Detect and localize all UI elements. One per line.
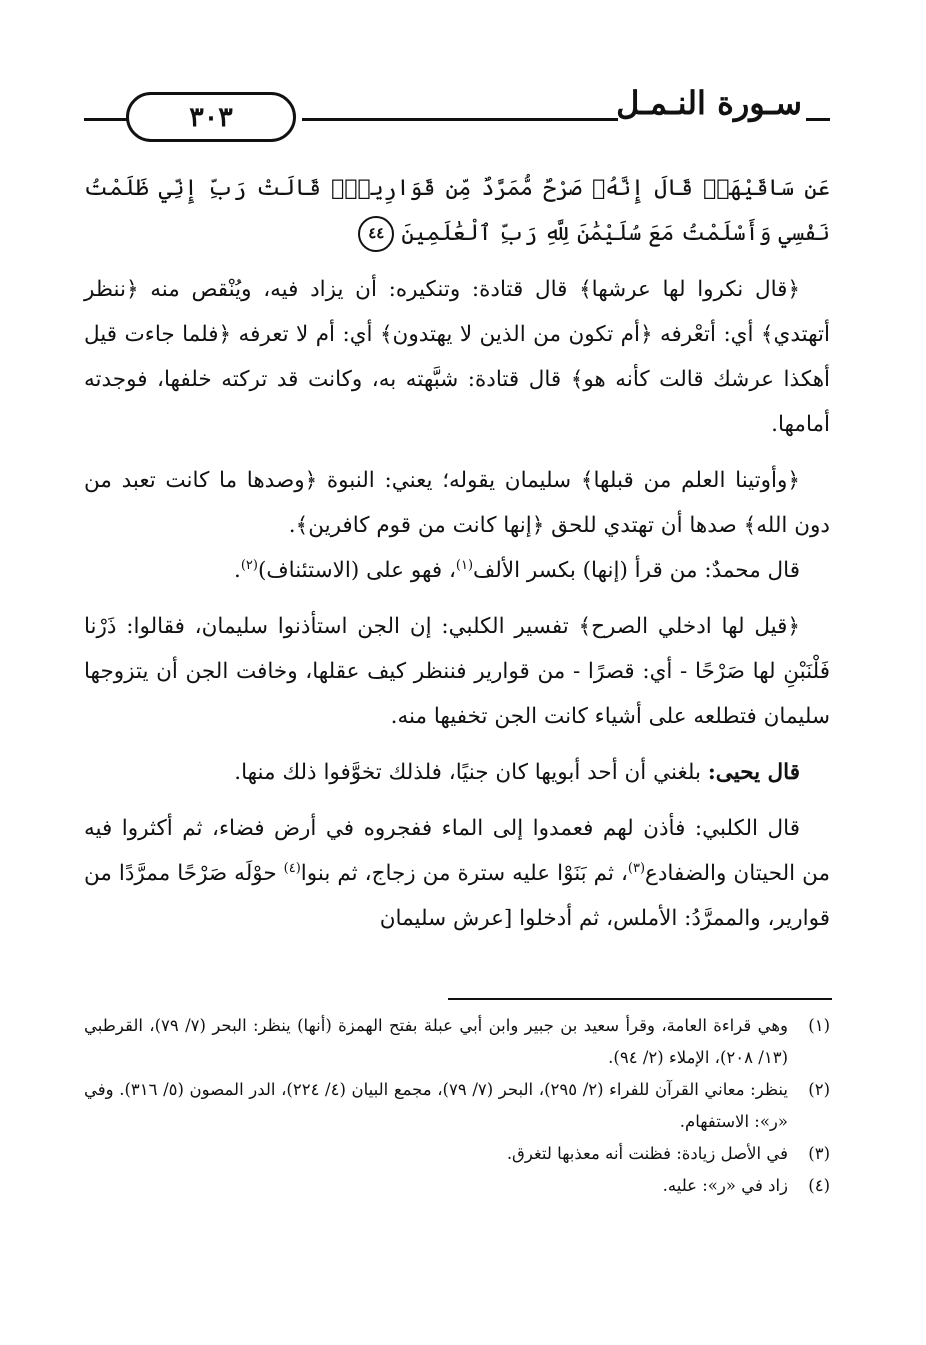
page-header xyxy=(84,80,830,140)
paragraph-3-text-b: ، فهو على (الاستئناف) xyxy=(257,558,456,583)
paragraph-3-text-c: . xyxy=(233,558,241,583)
paragraph-6-text-c: حوْلَه صَرْحًا ممرَّدًا من قوارير، والممرَّدُ: الأملس، ثم أدخلوا [عرش سليمان xyxy=(84,861,830,931)
header-rule-left xyxy=(84,118,128,121)
footnote-4 xyxy=(84,1170,830,1202)
footnote-1 xyxy=(84,1010,830,1074)
footnote-text: في الأصل زيادة: فظنت أنه معذبها لتغرق. xyxy=(506,1144,788,1163)
paragraph-6 xyxy=(84,806,830,941)
footnotes xyxy=(84,1010,830,1202)
footnote-3 xyxy=(84,1138,830,1170)
footnote-2 xyxy=(84,1074,830,1138)
verse-text: عَن سَاقَيْهَاۚ قَالَ إِنَّهُۥ صَرْحٌ مُّمَرَّدٌ مِّن قَوَارِيرَۗ قَالَتْ رَبِّ إِنِّي ظَلَمْتُ نَفْسِي وَأَسْلَمْتُ مَعَ سُلَيْمَٰنَ لِلَّهِ رَبِّ ٱلْعَٰلَمِينَ xyxy=(84,176,830,246)
paragraph-6-text-b: ، ثم بَنَوْا عليه سترة من زجاج، ثم بنوا xyxy=(300,861,628,886)
footnote-text: زاد في «ر»: عليه. xyxy=(662,1176,788,1195)
page-number: ٣٠٣ xyxy=(126,92,296,142)
footnote-marker: (٤) xyxy=(808,1176,830,1195)
main-text xyxy=(84,166,830,941)
footnote-ref-3: (٣) xyxy=(627,860,646,876)
quran-verse xyxy=(84,166,830,256)
header-rule-middle xyxy=(302,118,618,121)
footnote-ref-2: (٢) xyxy=(240,557,258,573)
footnote-ref-1: (١) xyxy=(455,557,474,573)
paragraph-5 xyxy=(84,750,830,795)
footnote-text: وهي قراءة العامة، وقرأ سعيد بن جبير وابن أبي عبلة بفتح الهمزة (أنها) ينظر: البحر (٧/ ٧٩)، القرطبي (١٣/ ٢٠٨)، الإملاء (٢/ ٩٤). xyxy=(84,1016,788,1067)
surah-title: سـورة النـمـل xyxy=(616,84,802,122)
paragraph-2: ﴿وأوتينا العلم من قبلها﴾ سليمان يقوله؛ يعني: النبوة ﴿وصدها ما كانت تعبد من دون الله﴾ صدها أن تهتدي للحق ﴿إنها كانت من قوم كافرين﴾. xyxy=(84,468,830,538)
paragraph-1: ﴿قال نكروا لها عرشها﴾ قال قتادة: وتنكيره: أن يزاد فيه، ويُنْقص منه ﴿ننظر أتهتدي﴾ أي: أتعْرفه ﴿أم تكون من الذين لا يهتدون﴾ أي: أم لا تعرفه ﴿فلما جاءت قيل أهكذا عرشك قالت كأنه هو﴾ قال قتادة: شبَّهته به، وكانت قد تركته خلفها، فوجدته أمامها. xyxy=(84,277,830,437)
footnote-text: ينظر: معاني القرآن للفراء (٢/ ٢٩٥)، البحر (٧/ ٧٩)، مجمع البيان (٤/ ٢٢٤)، الدر المصون (٥/ ٣١٦). وفي «ر»: الاستفهام. xyxy=(84,1080,788,1131)
paragraph-3 xyxy=(84,548,830,593)
paragraph-6-text-a: قال الكلبي: فأذن لهم فعمدوا إلى الماء ففجروه في أرض فضاء، ثم أكثروا فيه من الحيتان والضفادع xyxy=(84,816,830,886)
paragraph-5-text: بلغني أن أحد أبويها كان جنيًا، فلذلك تخوَّفوا ذلك منها. xyxy=(234,760,708,785)
footnote-marker: (١) xyxy=(808,1016,830,1035)
header-rule-right xyxy=(806,118,830,121)
paragraph-4: ﴿قيل لها ادخلي الصرح﴾ تفسير الكلبي: إن الجن استأذنوا سليمان، فقالوا: ذَرْنا فَلْنَبْنِ لها صَرْحًا - أي: قصرًا - من قوارير فننظر كيف عقلها، وخافت الجن أن يتزوجها سليمان فتطلعه على أشياء كانت الجن تخفيها منه. xyxy=(84,614,830,729)
footnote-separator xyxy=(448,998,832,1000)
footnote-marker: (٣) xyxy=(808,1144,830,1163)
footnote-marker: (٢) xyxy=(808,1080,830,1099)
paragraph-5-label: قال يحيى: xyxy=(707,760,800,785)
paragraph-3-text-a: قال محمدٌ: من قرأ (إنها) بكسر الألف xyxy=(473,558,800,583)
verse-number-marker: ٤٤ xyxy=(358,216,394,252)
footnote-ref-4: (٤) xyxy=(283,860,301,876)
